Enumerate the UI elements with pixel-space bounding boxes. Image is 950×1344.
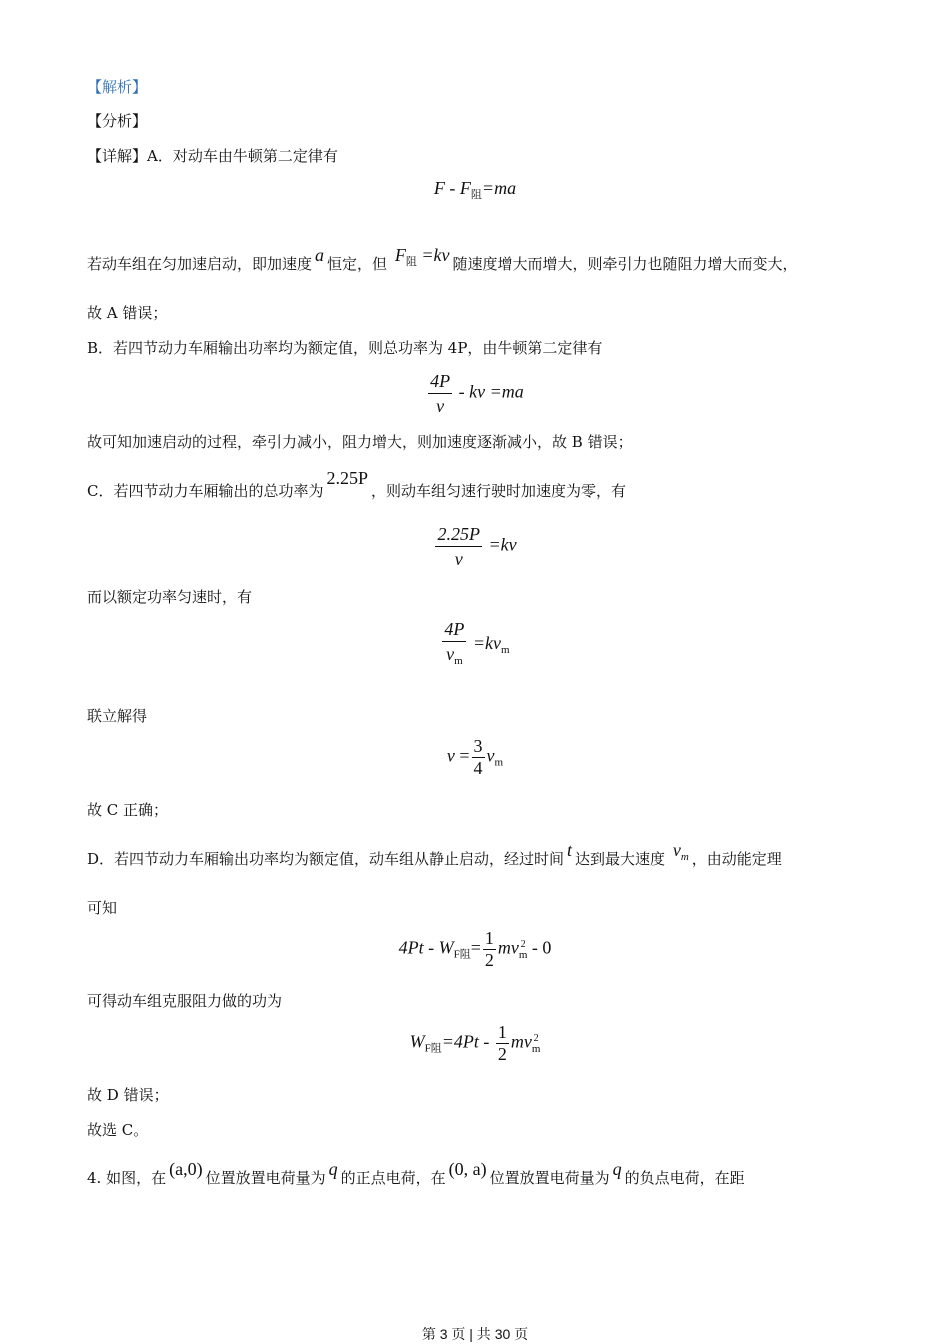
fraction-1-2 (483, 929, 496, 970)
question-text: 的正点电荷，在 (340, 1169, 446, 1187)
fraction-225p-v (435, 523, 482, 570)
frac-numerator: 4P (428, 370, 452, 394)
eq-symbol: =ma (489, 381, 524, 402)
equation-newton-b (0, 370, 950, 417)
eq-symbol: F (394, 245, 406, 265)
inline-position-2: (0, a) (448, 1159, 487, 1179)
eq-symbol: 2.25P (326, 468, 368, 488)
eq-symbol: - W (428, 937, 454, 958)
inline-a: a (315, 245, 325, 265)
part-c-conclusion: 故 C 正确； (87, 801, 169, 819)
eq-symbol: v (446, 745, 455, 766)
question-4 (87, 1159, 745, 1188)
eq-symbol: v (672, 840, 681, 860)
question-text: 的负点电荷，在距 (624, 1169, 745, 1187)
part-a-conclusion: 故 A 错误； (87, 304, 168, 322)
part-d-intro-3: ，由动能定理 (691, 850, 782, 868)
eq-symbol: F (459, 178, 471, 198)
eq-sup-sub (532, 1034, 541, 1054)
eq-subscript: m (454, 655, 463, 667)
inline-vm (672, 840, 689, 863)
equation-uniform-c (0, 523, 950, 570)
eq-symbol: mv (510, 1031, 532, 1052)
fraction-1-2-b (496, 1023, 509, 1064)
eq-symbol: = (470, 937, 481, 958)
eq-symbol: - kv (458, 381, 486, 402)
eq-symbol: mv (497, 937, 519, 958)
part-d-intro-2: 达到最大速度 (575, 850, 666, 868)
part-a-intro (87, 146, 338, 166)
eq-superscript: 2 (520, 938, 526, 950)
fraction-3-4 (472, 737, 485, 778)
fraction-4p-vm (442, 618, 466, 672)
frac-numerator: 1 (497, 1022, 507, 1042)
eq-symbol: W (409, 1031, 425, 1052)
part-c-intro-1: C．若四节动力车厢输出的总功率为 (87, 482, 324, 500)
part-a-text (87, 245, 798, 280)
eq-subscript: m (518, 948, 528, 961)
frac-denominator: v (436, 396, 445, 416)
part-a-text-3: 随速度增大而增大，则牵引力也随阻力增大而变大， (452, 255, 798, 273)
part-c-text-2: 而以额定功率匀速时，有 (87, 588, 253, 606)
question-text: 位置放置电荷量为 (489, 1169, 610, 1187)
eq-symbol: - 0 (531, 937, 552, 958)
part-a-intro-text: A．对动车由牛顿第二定律有 (147, 147, 338, 165)
question-text: 位置放置电荷量为 (205, 1169, 326, 1187)
eq-symbol: v (486, 745, 495, 766)
frac-numerator: 4P (442, 618, 466, 642)
eq-symbol: 4Pt (398, 937, 424, 958)
frac-denominator: v (454, 549, 463, 569)
frac-numerator: 3 (473, 736, 483, 756)
eq-subscript: m (494, 756, 504, 769)
page-footer: 第 3 页 | 共 30 页 (421, 1326, 529, 1342)
part-d-intro-1: D．若四节动力车厢输出功率均为额定值，动车组从静止启动，经过时间 (87, 850, 565, 868)
part-d-text-2: 可得动车组克服阻力做的功为 (87, 992, 283, 1010)
eq-subscript: 阻 (405, 256, 417, 268)
inline-position-1: (a,0) (169, 1159, 203, 1179)
eq-subscript: m (531, 1042, 541, 1055)
equation-energy-d (0, 929, 950, 970)
question-number: 4 (87, 1169, 97, 1187)
part-b-intro: B．若四节动力车厢输出功率均为额定值，则总功率为 4P，由牛顿第二定律有 (87, 339, 603, 357)
inline-q: q (612, 1159, 622, 1179)
fraction-4p-v (428, 370, 452, 417)
eq-subscript: 阻 (470, 189, 482, 201)
eq-sup-sub (519, 940, 528, 960)
inline-225p (326, 468, 368, 488)
equation-work-d (0, 1023, 950, 1064)
frac-denominator: 2 (484, 950, 494, 970)
eq-symbol: F (433, 178, 445, 198)
frac-denominator (442, 642, 466, 672)
eq-subscript: F阻 (424, 1042, 442, 1055)
inline-f-resist (394, 245, 450, 268)
part-a-text-2: 恒定，但 (327, 255, 388, 273)
part-c-intro-2: ，则动车组匀速行驶时加速度为零，有 (371, 482, 627, 500)
frac-numerator: 2.25P (435, 523, 482, 547)
part-b-conclusion: 故可知加速启动的过程，牵引力减小，阻力增大，则加速度逐渐减小，故 B 错误； (87, 433, 633, 451)
fenxi-tag: 【分析】 (87, 112, 148, 130)
part-d-intro-continued: 可知 (87, 899, 118, 917)
detail-tag: 【详解】 (87, 147, 148, 165)
frac-denominator: 2 (497, 1044, 507, 1064)
analysis-tag: 【解析】 (87, 78, 148, 96)
eq-subscript: m (501, 644, 510, 657)
eq-symbol: =kv (421, 245, 450, 265)
frac-numerator: 1 (484, 928, 494, 948)
inline-t: t (567, 840, 573, 860)
part-c-intro (87, 468, 627, 501)
final-answer: 故选 C。 (87, 1121, 149, 1139)
equation-newton-a (0, 178, 950, 202)
eq-symbol: v (446, 644, 455, 664)
eq-subscript: F阻 (453, 948, 471, 961)
eq-symbol: =4Pt - (441, 1031, 490, 1052)
part-a-text-1: 若动车组在匀加速启动，即加速度 (87, 255, 313, 273)
inline-q: q (328, 1159, 338, 1179)
eq-symbol: - (449, 178, 456, 198)
eq-subscript: m (680, 851, 689, 863)
eq-superscript: 2 (533, 1032, 539, 1044)
part-d-intro (87, 840, 782, 875)
question-text: . 如图，在 (96, 1169, 167, 1187)
eq-symbol: =kv (488, 534, 517, 555)
eq-symbol: =kv (472, 633, 502, 654)
frac-denominator: 4 (473, 758, 483, 778)
equation-result-c (0, 737, 950, 778)
eq-symbol: = (459, 745, 470, 766)
equation-rated-c (0, 618, 950, 672)
part-d-conclusion: 故 D 错误； (87, 1086, 169, 1104)
part-c-text-3: 联立解得 (87, 707, 148, 725)
eq-symbol: =ma (481, 178, 517, 198)
